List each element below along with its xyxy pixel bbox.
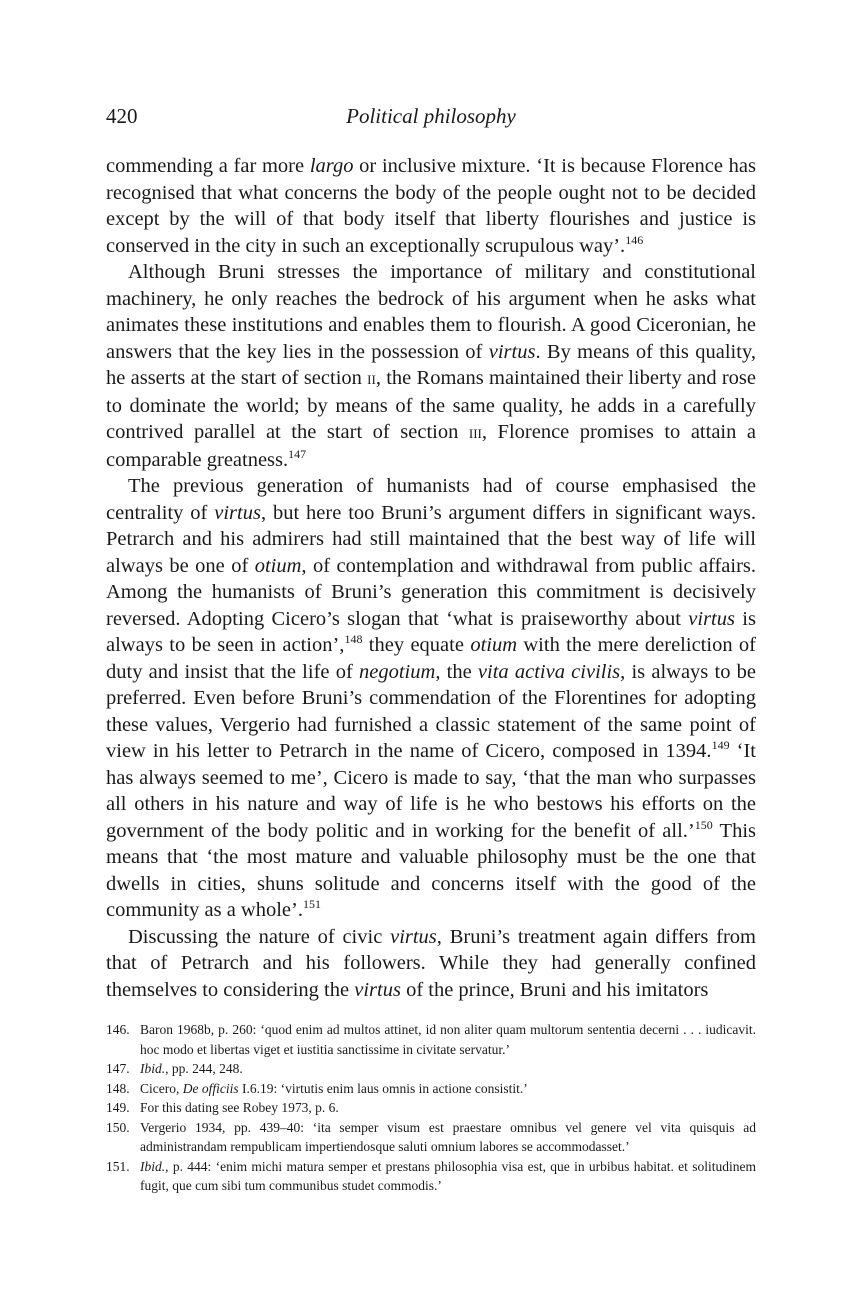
text-run: is always to be seen in action’, [106,607,756,656]
text-run: , the Romans maintained their liberty and rose to dominate the world; by means of the same quality, he adds in a carefully contrived parallel at the start of section [106,367,757,443]
text-run: Cicero, [140,1080,183,1096]
text-run: , Bruni’s treatment again differs from that of Petrarch and his followers. While they had generally confined themselves to considering the [106,925,756,1001]
text-run: , of contemplation and withdrawal from public affairs. Among the humanists of Bruni’s generation this commitment is decisively reversed. Adopting Cicero’s slogan that ‘what is praiseworthy about [106,554,756,630]
text-run: of the prince, Bruni and his imitators [400,978,709,1001]
italic-text: Ibid. [140,1061,166,1076]
page-number: 420 [106,104,138,128]
text-run: , p. 444: ‘enim michi matura semper et prestans philosophia visa est, que in urbibus habitat. et solitudinem fugit, que cum sibi tum communibus studet commodis.’ [140,1158,756,1193]
italic-text: negotium [359,660,436,683]
footnote-number: 149. [106,1100,130,1115]
footnote [106,1020,756,1059]
footnote-ref: 149 [711,738,730,752]
running-header [106,104,756,134]
text-run: they equate [362,634,471,656]
body-paragraph [106,924,756,1004]
footnote [106,1118,756,1157]
footnote-number: 150. [106,1119,130,1135]
text-run: I.6.19: ‘virtutis enim laus omnis in actione consistit.’ [238,1080,528,1096]
footnote-number: 148. [106,1080,130,1096]
footnote-ref: 146 [625,232,644,247]
footnote-ref: 148 [344,632,363,646]
italic-text: otium [470,634,518,656]
text-run: The previous generation of humanists had of course emphasised the centrality of [106,475,756,524]
footnote-number: 146. [106,1022,130,1037]
text-run: Vergerio 1934, pp. 439–40: ‘ita semper visum est praestare omnibus vel genere vel vita quisquis ad administrandam rempublicam impertiendosque saluti omnium labores se accommodasset.’ [140,1119,756,1154]
footnote-ref: 147 [288,446,307,461]
running-title: Political philosophy [346,104,516,128]
text-run: commending a far more [106,155,310,177]
text-run: Baron 1968b, p. 260: ‘quod enim ad multos attinet, id non aliter quam multorum sententia decerni . . . iudicavit. hoc modo et libertas viget et iustitia sanctissime in civitate servatur.’ [140,1022,756,1057]
section-numeral: ii [367,368,376,389]
body-paragraph [106,153,756,259]
italic-text: Ibid. [140,1158,166,1174]
footnote-number: 147. [106,1061,130,1076]
section-numeral: iii [468,422,482,443]
text-run: For this dating see Robey 1973, p. 6. [140,1100,339,1115]
text-run: Discussing the nature of civic [128,925,391,948]
italic-text: virtus [354,978,401,1001]
text-run: This means that ‘the most mature and valuable philosophy must be the one that dwells in cities, shuns solitude and concerns itself with the good of the community as a whole’. [106,819,756,921]
text-run: , Florence promises to attain a comparable greatness. [106,421,756,471]
footnote [106,1157,756,1196]
footnote [106,1098,756,1118]
italic-text: vita activa civilis [477,660,621,683]
body-text [106,153,756,1003]
text-run: . By means of this quality, he asserts at the start of section [106,340,756,389]
text-run: , is always to be preferred. Even before Bruni’s commendation of the Florentines for adopting these values, Vergerio had furnished a classic statement of the same point of view in his letter to Petrarch in the name of Cicero, composed in 1394. [106,660,757,762]
text-run: Although Bruni stresses the importance of military and constitutional machinery, he only reaches the bedrock of his argument when he asks what animates these institutions and enables them to flourish. A good Ciceronian, he answers that the key lies in the possession of [106,261,756,363]
text-run: , but here too Bruni’s argument differs in significant ways. Petrarch and his admirers had still maintained that the best way of life will always be one of [106,501,757,577]
body-paragraph [106,473,756,924]
footnote [106,1079,756,1099]
italic-text: largo [309,155,354,177]
text-run: with the mere dereliction of duty and insist that the life of [106,634,756,683]
italic-text: virtus [488,340,536,363]
footnote [106,1059,756,1079]
body-paragraph [106,259,756,473]
text-run: ‘It has always seemed to me’, Cicero is made to say, ‘that the man who surpasses all others in his nature and way of life is he who bestows his efforts on the government of the body politic and in working for the benefit of all.’ [106,740,756,842]
footnote-ref: 150 [694,817,713,832]
text-run: or inclusive mixture. ‘It is because Florence has recognised that what concerns the body of the people ought not to be decided except by the will of that body itself that liberty flourishes and justice is conserved in the city in such an exceptionally scrupulous way’. [106,155,756,257]
footnote-number: 151. [106,1158,130,1174]
italic-text: De officiis [182,1080,239,1096]
text-run: , pp. 244, 248. [165,1061,243,1076]
footnotes [106,1020,756,1196]
italic-text: virtus [214,501,261,524]
italic-text: virtus [390,925,437,948]
footnote-ref: 151 [302,897,321,911]
text-run: , the [435,660,478,683]
italic-text: virtus [688,607,735,630]
italic-text: otium [254,554,302,577]
